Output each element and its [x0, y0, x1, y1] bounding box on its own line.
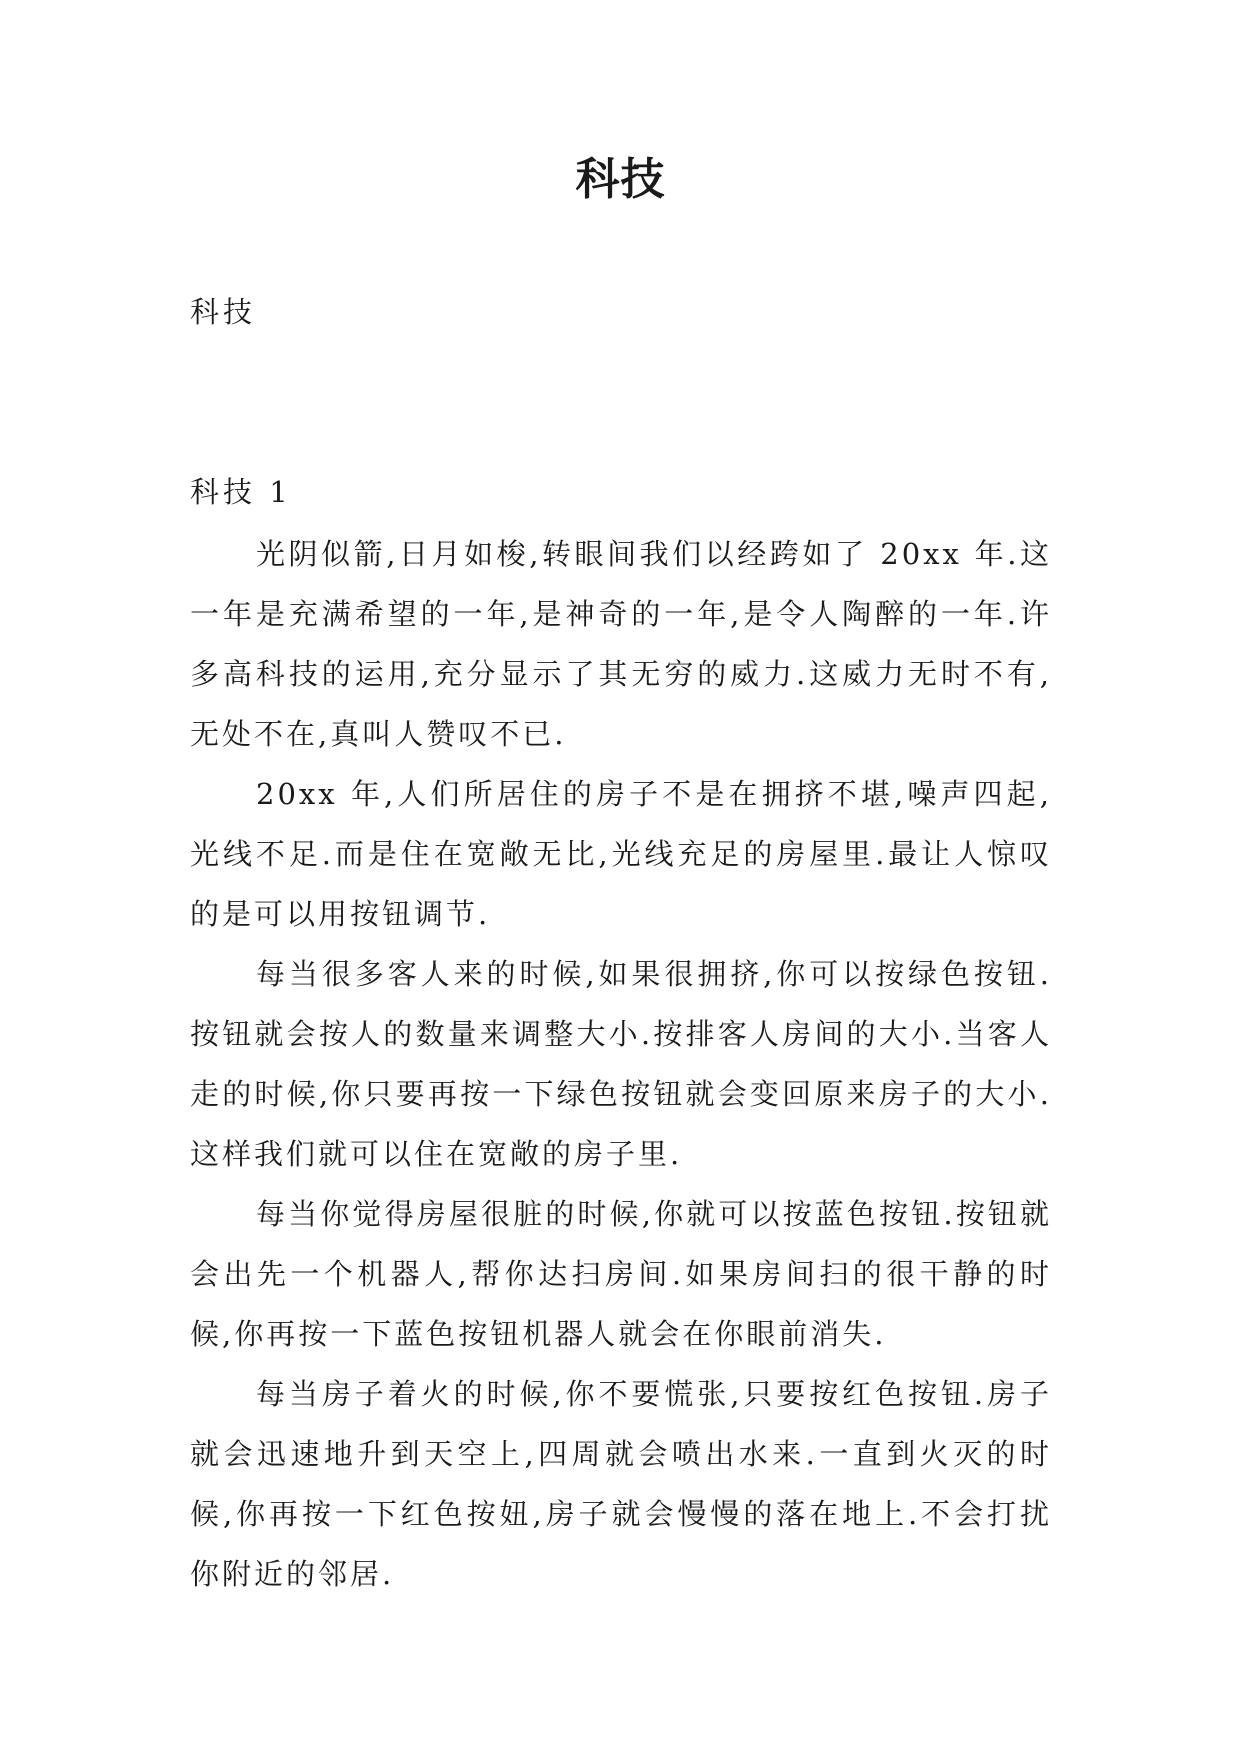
paragraph: 每当房子着火的时候,你不要慌张,只要按红色按钮.房子就会迅速地升到天空上,四周就会喷出水来.一直到火灭的时候,你再按一下红色按妞,房子就会慢慢的落在地上.不会打扰你附近的邻居. — [190, 1377, 1052, 1591]
body-text — [190, 524, 1052, 1604]
document-title: 科技 — [575, 154, 666, 205]
paragraph: 20xx 年,人们所居住的房子不是在拥挤不堪,噪声四起,光线不足.而是住在宽敞无比,光线充足的房屋里.最让人惊叹的是可以用按钮调节. — [190, 777, 1052, 931]
paragraph: 每当很多客人来的时候,如果很拥挤,你可以按绿色按钮.按钮就会按人的数量来调整大小.按排客人房间的大小.当客人走的时候,你只要再按一下绿色按钮就会变回原来房子的大小.这样我们就可以住在宽敞的房子里. — [190, 957, 1052, 1171]
paragraph: 每当你觉得房屋很脏的时候,你就可以按蓝色按钮.按钮就会出先一个机器人,帮你达扫房间.如果房间扫的很干静的时候,你再按一下蓝色按钮机器人就会在你眼前消失. — [190, 1197, 1052, 1351]
paragraph: 光阴似箭,日月如梭,转眼间我们以经跨如了 20xx 年.这一年是充满希望的一年,是神奇的一年,是令人陶醉的一年.许多高科技的运用,充分显示了其无穷的威力.这威力无时不有,无处不在,真叫人赞叹不已. — [190, 537, 1052, 751]
section-heading: 科技 1 — [190, 475, 292, 509]
document-subtitle: 科技 — [190, 295, 257, 329]
